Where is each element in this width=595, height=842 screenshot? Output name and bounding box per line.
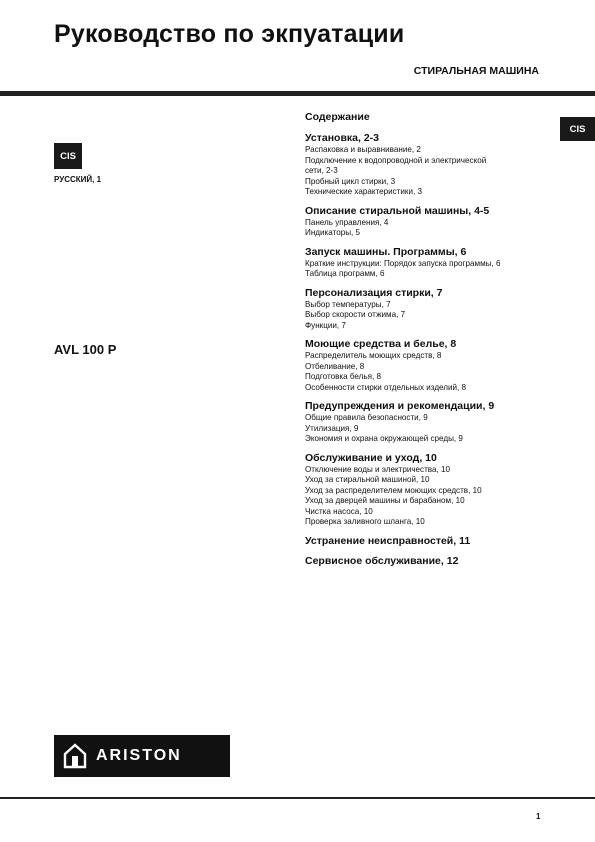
table-of-contents bbox=[305, 111, 555, 575]
page-title: Руководство по экпуатации bbox=[54, 20, 405, 48]
toc-section-title: Моющие средства и белье, 8 bbox=[305, 338, 457, 350]
toc-item: Утилизация, 9 bbox=[305, 423, 359, 433]
toc-item: Уход за распределителем моющих средств, 10 bbox=[305, 485, 482, 495]
side-region-tab: CIS bbox=[560, 117, 595, 141]
toc-item: Выбор температуры, 7 bbox=[305, 299, 391, 309]
language-label: РУССКИЙ, 1 bbox=[54, 175, 102, 184]
toc-item: Пробный цикл стирки, 3 bbox=[305, 176, 396, 186]
toc-section-title: Запуск машины. Программы, 6 bbox=[305, 245, 467, 258]
toc-item: Проверка заливного шланга, 10 bbox=[305, 517, 425, 526]
toc-section bbox=[305, 452, 555, 528]
toc-item: Индикаторы, 5 bbox=[305, 228, 361, 237]
toc-section bbox=[305, 205, 555, 239]
model-name: AVL 100 P bbox=[54, 342, 117, 357]
toc-section-title: Сервисное обслуживание, 12 bbox=[305, 554, 459, 567]
toc-section-title: Предупреждения и рекомендации, 9 bbox=[305, 400, 495, 412]
toc-item: Технические характеристики, 3 bbox=[305, 187, 422, 196]
page-number: 1 bbox=[536, 812, 541, 821]
toc-section-title: Установка, 2-3 bbox=[305, 132, 380, 144]
house-icon bbox=[62, 742, 88, 770]
toc-sections bbox=[305, 132, 555, 568]
footer-divider bbox=[0, 797, 595, 799]
toc-section-title: Обслуживание и уход, 10 bbox=[305, 451, 437, 464]
toc-item: Таблица программ, 6 bbox=[305, 269, 385, 278]
region-badge: CIS bbox=[54, 143, 82, 169]
toc-section-title: Персонализация стирки, 7 bbox=[305, 286, 443, 299]
brand-name: ARISTON bbox=[96, 747, 182, 764]
toc-item: Подключение к водопроводной и электрической bbox=[305, 155, 487, 165]
toc-section bbox=[305, 338, 555, 393]
toc-item: сети, 2-3 bbox=[305, 166, 338, 175]
toc-section bbox=[305, 400, 555, 445]
toc-item: Отключение воды и электричества, 10 bbox=[305, 464, 451, 474]
toc-item: Функции, 7 bbox=[305, 320, 346, 330]
toc-item: Краткие инструкции: Порядок запуска программы, 6 bbox=[305, 258, 501, 268]
toc-section-title: Описание стиральной машины, 4-5 bbox=[305, 204, 490, 217]
toc-section bbox=[305, 535, 555, 548]
page-subtitle: СТИРАЛЬНАЯ МАШИНА bbox=[413, 65, 539, 77]
toc-item: Общие правила безопасности, 9 bbox=[305, 413, 428, 422]
toc-item: Отбеливание, 8 bbox=[305, 361, 365, 371]
toc-section bbox=[305, 555, 555, 568]
toc-section-title: Устранение неисправностей, 11 bbox=[305, 534, 471, 547]
toc-item: Уход за стиральной машиной, 10 bbox=[305, 475, 430, 484]
toc-item: Чистка насоса, 10 bbox=[305, 506, 373, 516]
toc-item: Особенности стирки отдельных изделий, 8 bbox=[305, 382, 467, 392]
toc-section bbox=[305, 246, 555, 280]
toc-item: Подготовка белья, 8 bbox=[305, 372, 381, 381]
toc-item: Экономия и охрана окружающей среды, 9 bbox=[305, 434, 463, 443]
toc-section bbox=[305, 287, 555, 332]
toc-item: Выбор скорости отжима, 7 bbox=[305, 310, 406, 319]
toc-section bbox=[305, 132, 555, 198]
brand-logo bbox=[54, 735, 230, 777]
toc-heading: Содержание bbox=[305, 111, 370, 123]
toc-item: Панель управления, 4 bbox=[305, 217, 389, 227]
header-divider bbox=[0, 91, 595, 96]
toc-item: Распределитель моющих средств, 8 bbox=[305, 351, 442, 360]
toc-item: Распаковка и выравнивание, 2 bbox=[305, 145, 421, 154]
toc-item: Уход за дверцей машины и барабаном, 10 bbox=[305, 496, 465, 505]
